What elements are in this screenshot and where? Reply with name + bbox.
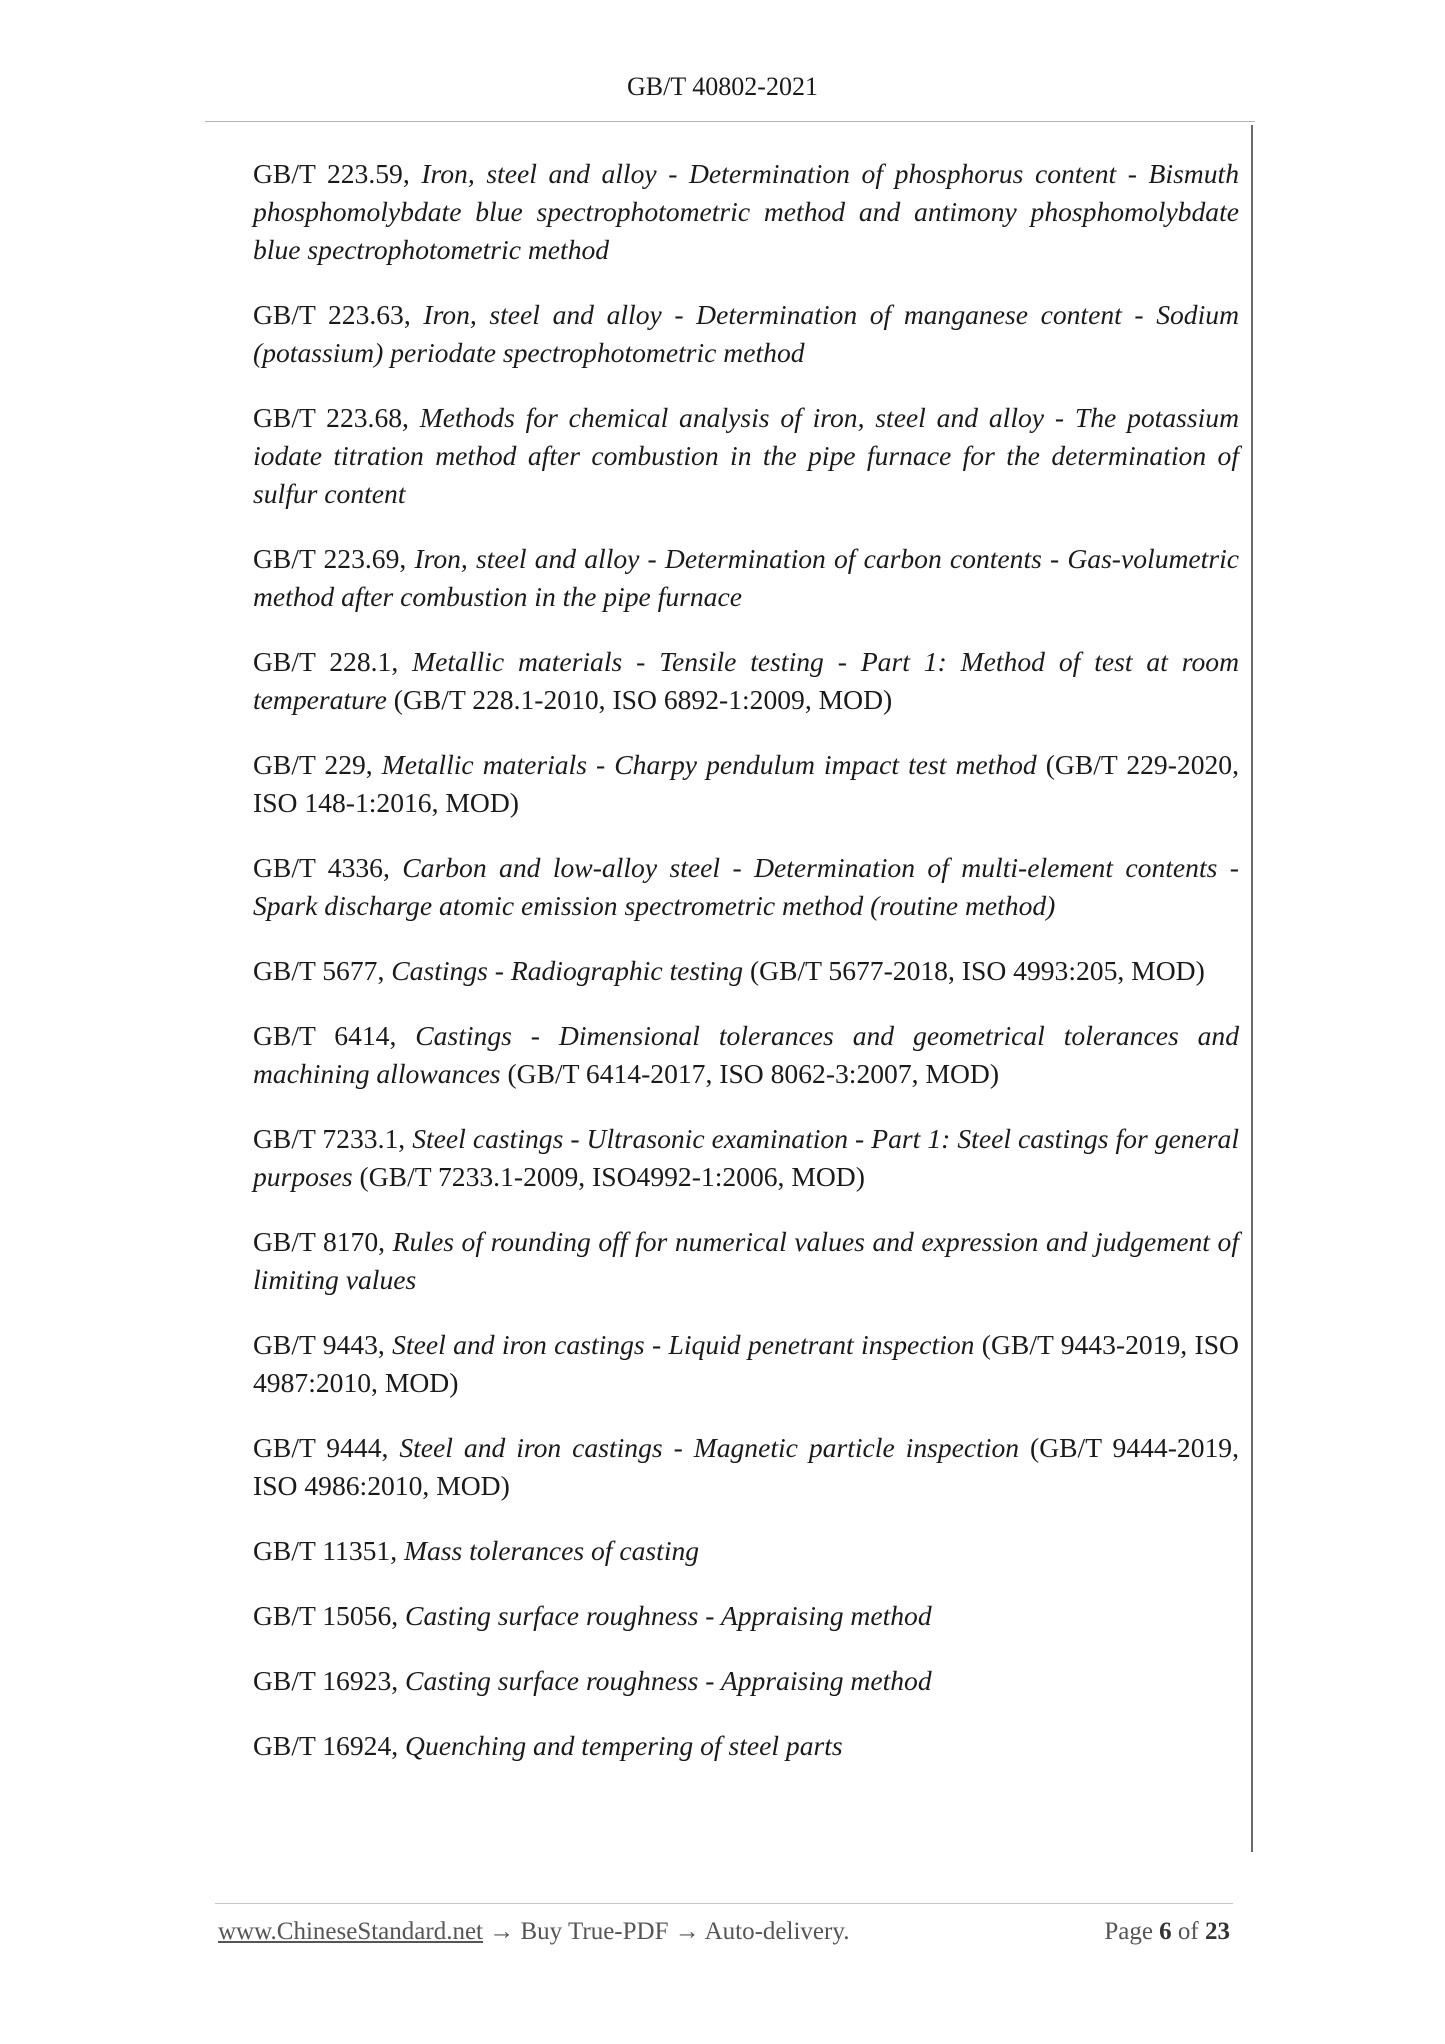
reference-title: Casting surface roughness - Appraising method (405, 1600, 932, 1631)
page-indicator (1104, 1918, 1230, 1946)
reference-entry (253, 1597, 1239, 1635)
reference-title: Steel castings - Ultrasonic examination - Part 1: Steel castings for general purposes (253, 1123, 1240, 1192)
reference-title: Mass tolerances of casting (404, 1535, 700, 1566)
reference-entry (253, 296, 1239, 372)
reference-entry (253, 155, 1239, 269)
reference-title: Iron, steel and alloy - Determination of manganese content - Sodium (potassium) periodate spectrophotometric method (253, 299, 1239, 368)
reference-entry (253, 643, 1239, 719)
reference-code: GB/T 8170, (253, 1226, 393, 1257)
reference-entry (253, 399, 1239, 513)
footer-promo (218, 1918, 849, 1946)
page-number: 6 (1159, 1918, 1172, 1945)
normative-references-list (253, 155, 1239, 1792)
footer-divider (215, 1903, 1233, 1904)
reference-title: Casting surface roughness - Appraising method (405, 1665, 932, 1696)
reference-equivalence: (GB/T 7233.1-2009, ISO4992-1:2006, MOD) (352, 1161, 865, 1192)
reference-code: GB/T 223.69, (253, 543, 415, 574)
document-standard-id: GB/T 40802-2021 (627, 72, 818, 101)
reference-code: GB/T 228.1, (253, 646, 413, 677)
reference-title: Iron, steel and alloy - Determination of phosphorus content - Bismuth phosphomolybdate blue spectrophotometric method and antimony phosphomolybdate blue spectrophotometric method (253, 158, 1239, 265)
reference-title: Metallic materials - Charpy pendulum impact test method (381, 749, 1037, 780)
reference-code: GB/T 223.68, (253, 402, 420, 433)
reference-code: GB/T 229, (253, 749, 382, 780)
reference-entry (253, 1727, 1239, 1765)
reference-equivalence: (GB/T 9443-2019, ISO 4987:2010, MOD) (253, 1329, 1239, 1398)
page-total: 23 (1205, 1918, 1230, 1945)
reference-code: GB/T 223.63, (253, 299, 424, 330)
reference-entry (253, 952, 1239, 990)
reference-code: GB/T 5677, (253, 955, 392, 986)
reference-title: Rules of rounding off for numerical values and expression and judgement of limiting values (253, 1226, 1239, 1295)
reference-code: GB/T 9444, (253, 1432, 400, 1463)
reference-entry (253, 1662, 1239, 1700)
page-footer (218, 1918, 1230, 1954)
reference-title: Iron, steel and alloy - Determination of carbon contents - Gas-volumetric method after combustion in the pipe furnace (253, 543, 1239, 612)
reference-code: GB/T 16924, (253, 1730, 406, 1761)
reference-entry (253, 1326, 1239, 1402)
reference-entry (253, 1532, 1239, 1570)
side-border-line (1251, 125, 1253, 1852)
reference-code: GB/T 7233.1, (253, 1123, 413, 1154)
website-link[interactable]: www.ChineseStandard.net (218, 1918, 483, 1945)
reference-title: Methods for chemical analysis of iron, steel and alloy - The potassium iodate titration method after combustion in the pipe furnace for the determination of sulfur content (253, 402, 1239, 509)
reference-entry (253, 1017, 1239, 1093)
reference-code: GB/T 15056, (253, 1600, 406, 1631)
reference-equivalence: (GB/T 228.1-2010, ISO 6892-1:2009, MOD) (386, 684, 893, 715)
reference-title: Steel and iron castings - Magnetic particle inspection (399, 1432, 1020, 1463)
header-divider (205, 121, 1255, 122)
reference-entry (253, 849, 1239, 925)
reference-title: Castings - Dimensional tolerances and geometrical tolerances and machining allowances (253, 1020, 1239, 1089)
reference-code: GB/T 11351, (253, 1535, 405, 1566)
reference-equivalence: (GB/T 9444-2019, ISO 4986:2010, MOD) (253, 1432, 1239, 1501)
reference-code: GB/T 9443, (253, 1329, 393, 1360)
reference-entry (253, 746, 1239, 822)
reference-code: GB/T 4336, (253, 852, 403, 883)
reference-equivalence: (GB/T 229-2020, ISO 148-1:2016, MOD) (253, 749, 1239, 818)
reference-entry (253, 540, 1239, 616)
reference-code: GB/T 223.59, (253, 158, 422, 189)
footer-promo-text: → Buy True-PDF → Auto-delivery. (483, 1918, 850, 1945)
reference-title: Carbon and low-alloy steel - Determination of multi-element contents - Spark discharge atomic emission spectrometric method (routine method) (253, 852, 1239, 921)
page-label: Page (1104, 1918, 1160, 1945)
reference-entry (253, 1120, 1239, 1196)
reference-equivalence: (GB/T 5677-2018, ISO 4993:205, MOD) (743, 955, 1205, 986)
reference-code: GB/T 6414, (253, 1020, 416, 1051)
reference-title: Quenching and tempering of steel parts (405, 1730, 843, 1761)
reference-entry (253, 1429, 1239, 1505)
reference-title: Metallic materials - Tensile testing - Part 1: Method of test at room temperature (253, 646, 1240, 715)
reference-title: Castings - Radiographic testing (391, 955, 744, 986)
reference-code: GB/T 16923, (253, 1665, 406, 1696)
page-of-label: of (1171, 1918, 1205, 1945)
reference-entry (253, 1223, 1239, 1299)
reference-equivalence: (GB/T 6414-2017, ISO 8062-3:2007, MOD) (500, 1058, 1000, 1089)
reference-title: Steel and iron castings - Liquid penetrant inspection (392, 1329, 975, 1360)
